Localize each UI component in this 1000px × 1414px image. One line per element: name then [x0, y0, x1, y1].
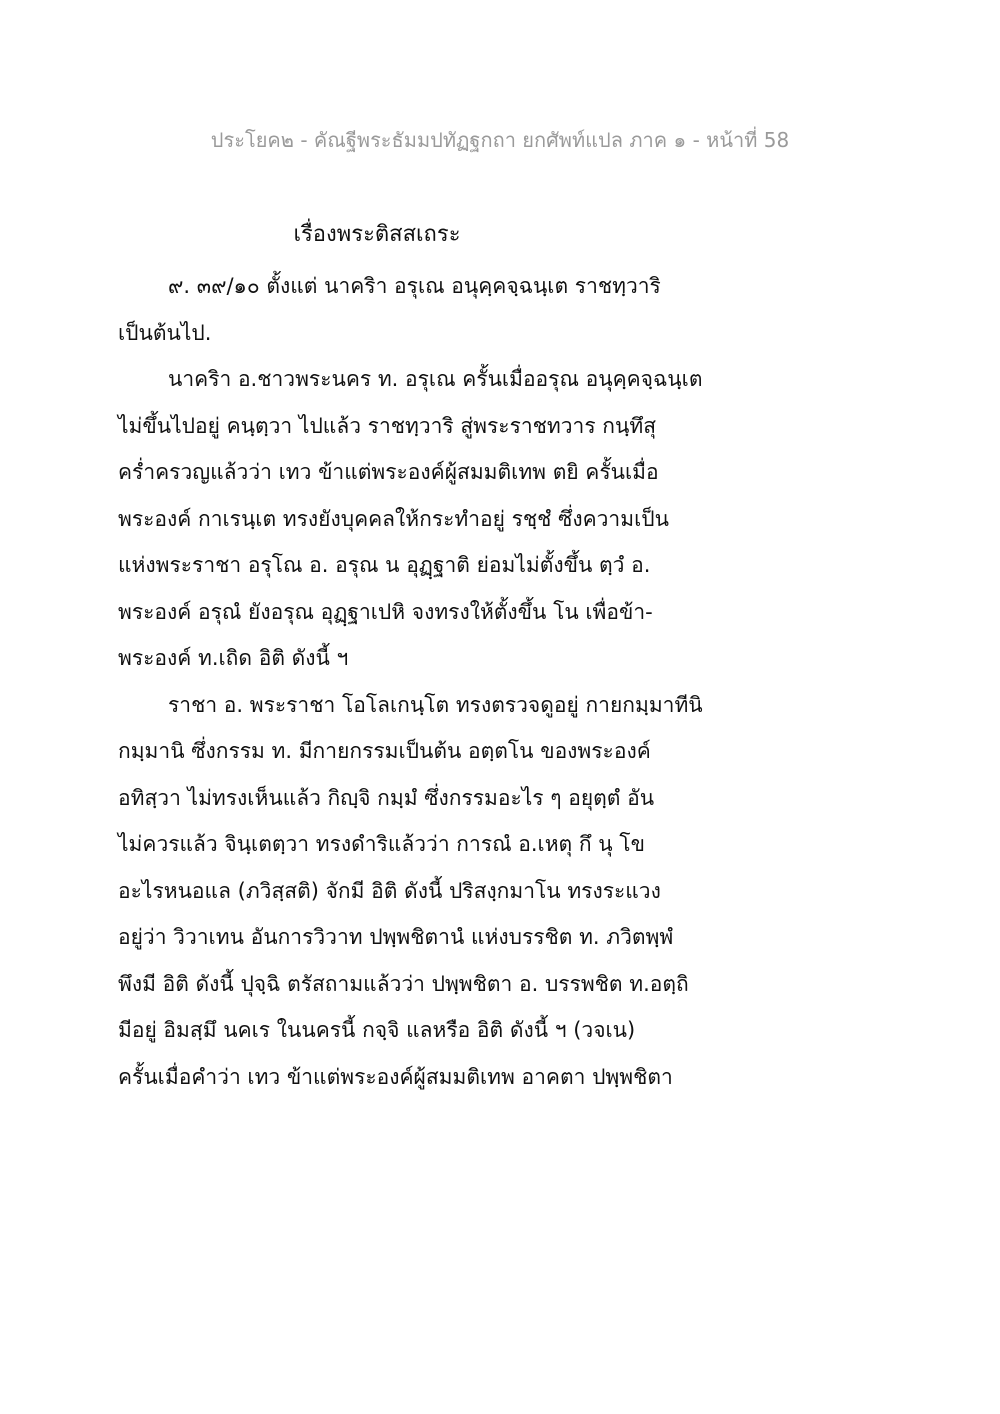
text-line: พระองค์ กาเรนฺเต ทรงยังบุคคลให้กระทำอยู่ รชฺชํ ซึ่งความเป็น: [118, 506, 669, 531]
text-line: เป็นต้นไป.: [118, 320, 212, 345]
story-body: [118, 268, 898, 1105]
text-line: แห่งพระราชา อรุโณ อ. อรุณ น อุฏฺฐาติ ย่อมไม่ตั้งขึ้น ตฺวํ อ.: [118, 553, 651, 577]
text-line: อะไรหนอแล (ภวิสฺสติ) จักมี อิติ ดังนี้ ปริสงฺกมาโน ทรงระแวง: [118, 878, 661, 903]
text-line: อยู่ว่า วิวาเทน อันการวิวาท ปพฺพชิตานํ แห่งบรรชิต ท. ภวิตพฺพํ: [118, 925, 674, 949]
text-line: ไม่ขึ้นไปอยู่ คนฺตฺวา ไปแล้ว ราชทฺวาริ สู่พระราชทวาร กนฺทึสุ: [118, 413, 657, 438]
text-line: มีอยู่ อิมสฺมึ นคเร ในนครนี้ กจฺจิ แลหรือ อิติ ดังนี้ ฯ (วจเน): [118, 1018, 636, 1042]
text-line: กมฺมานิ ซึ่งกรรม ท. มีกายกรรมเป็นต้น อตฺตโน ของพระองค์: [118, 739, 651, 763]
text-line: ราชา อ. พระราชา โอโลเกนฺโต ทรงตรวจดูอยู่ กายกมฺมาทีนิ: [168, 692, 703, 717]
text-line: พระองค์ อรุณํ ยังอรุณ อุฏฺฐาเปหิ จงทรงให้ตั้งขึ้น โน เพื่อข้า-: [118, 599, 653, 624]
text-line: พระองค์ ท.เถิด อิติ ดังนี้ ฯ: [118, 646, 349, 670]
text-line: ครั้นเมื่อคำว่า เทว ข้าแต่พระองค์ผู้สมมติเทพ อาคตา ปพฺพชิตา: [118, 1064, 673, 1089]
text-line: ไม่ควรแล้ว จินฺเตตฺวา ทรงดำริแล้วว่า การณํ อ.เหตุ กึ นุ โข: [118, 832, 645, 856]
story-title: [0, 216, 1000, 251]
page-header: ประโยค๒ - คัณฐีพระธัมมปทัฏฐกถา ยกศัพท์แปล ภาค ๑ - หน้าที่ 58: [210, 128, 790, 152]
text-line: นาคริา อ.ชาวพระนคร ท. อรุเณ ครั้นเมื่ออรุณ อนุคฺคจฺฉนฺเต: [168, 367, 703, 391]
text-line: คร่ำครวญแล้วว่า เทว ข้าแต่พระองค์ผู้สมมติเทพ ตยิ ครั้นเมื่อ: [118, 460, 659, 484]
text-line: อทิสฺวา ไม่ทรงเห็นแล้ว กิญฺจิ กมฺมํ ซึ่งกรรมอะไร ๆ อยุตฺตํ อัน: [118, 785, 655, 810]
story-title-text: เรื่องพระติสสเถระ: [293, 222, 461, 247]
text-line: พึงมี อิติ ดังนี้ ปุจฺฉิ ตรัสถามแล้วว่า ปพฺพชิตา อ. บรรพชิต ท.อตฺถิ: [118, 971, 689, 996]
text-line: ๙. ๓๙/๑๐ ตั้งแต่ นาคริา อรุเณ อนุคฺคจฺฉนฺเต ราชทฺวาริ: [168, 274, 661, 298]
